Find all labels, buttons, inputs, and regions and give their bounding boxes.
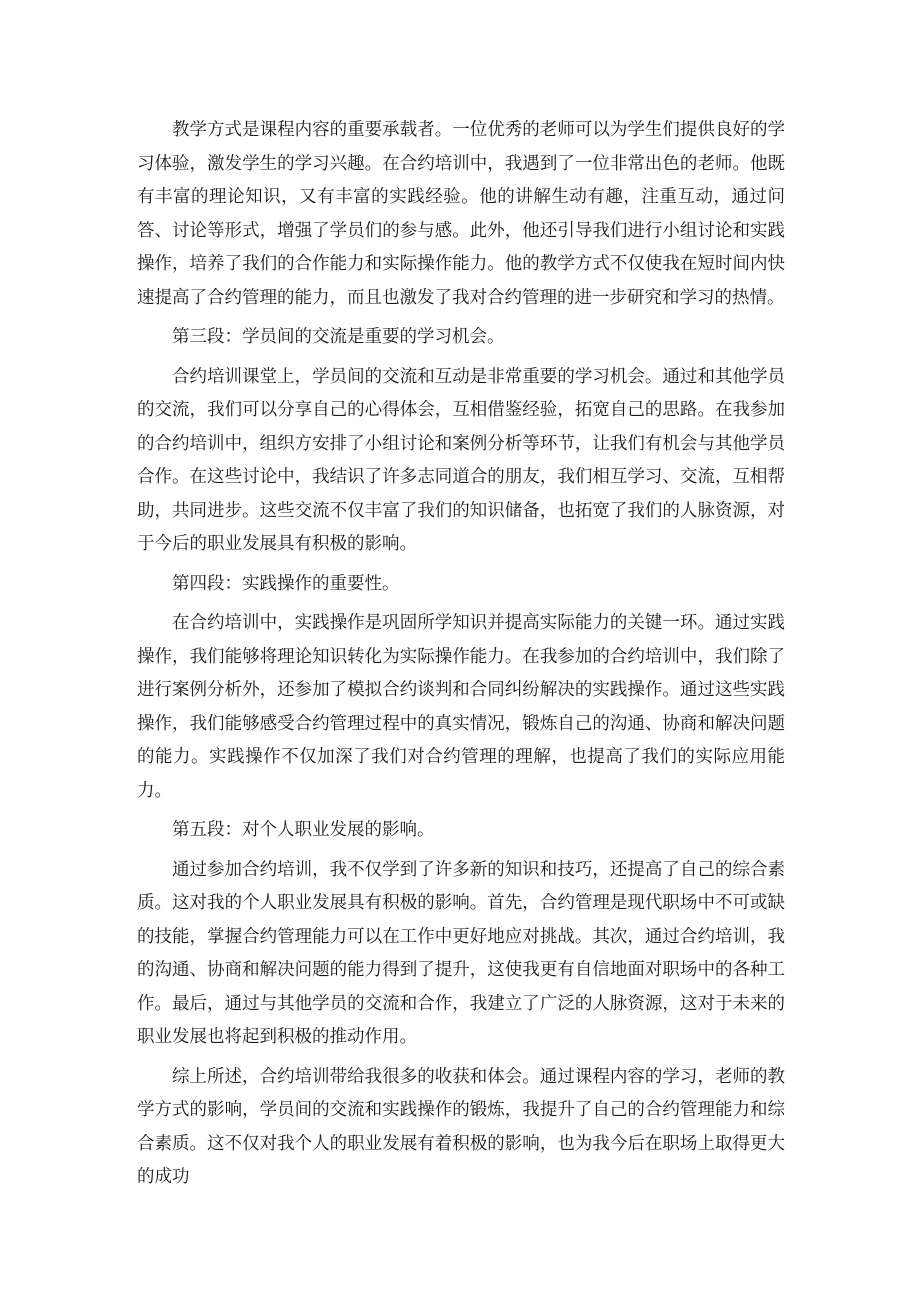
paragraph-peer-exchange: 合约培训课堂上，学员间的交流和互动是非常重要的学习机会。通过和其他学员的交流，我们可以分享自己的心得体会，互相借鉴经验，拓宽自己的思路。在我参加的合约培训中，组织方安排了小组讨论和案例分析等环节，让我们有机会与其他学员合作。在这些讨论中，我结识了许多志同道合的朋友，我们相互学习、交流，互相帮助，共同进步。这些交流不仅丰富了我们的知识储备，也拓宽了我们的人脉资源，对于今后的职业发展具有积极的影响。 (137, 366, 785, 554)
paragraph-conclusion: 综上所述，合约培训带给我很多的收获和体会。通过课程内容的学习，老师的教学方式的影响，学员间的交流和实践操作的锻炼，我提升了自己的合约管理能力和综合素质。这不仅对我个人的职业发展有着积极的影响，也为我今后在职场上取得更大的成功 (137, 1066, 785, 1187)
document-body (137, 114, 785, 1201)
paragraph-practice: 在合约培训中，实践操作是巩固所学知识并提高实际能力的关键一环。通过实践操作，我们能够将理论知识转化为实际操作能力。在我参加的合约培训中，我们除了进行案例分析外，还参加了模拟合约谈判和合同纠纷解决的实践操作。通过这些实践操作，我们能够感受合约管理过程中的真实情况，锻炼自己的沟通、协商和解决问题的能力。实践操作不仅加深了我们对合约管理的理解，也提高了我们的实际应用能力。 (137, 613, 785, 801)
section-heading-4: 第四段：实践操作的重要性。 (172, 573, 400, 594)
paragraph-career-impact: 通过参加合约培训，我不仅学到了许多新的知识和技巧，还提高了自己的综合素质。这对我的个人职业发展具有积极的影响。首先，合约管理是现代职场中不可或缺的技能，掌握合约管理能力可以在工作中更好地应对挑战。其次，通过合约培训，我的沟通、协商和解决问题的能力得到了提升，这使我更有自信地面对职场中的各种工作。最后，通过与其他学员的交流和合作，我建立了广泛的人脉资源，这对于未来的职业发展也将起到积极的推动作用。 (137, 859, 785, 1047)
paragraph-teaching-method: 教学方式是课程内容的重要承载者。一位优秀的老师可以为学生们提供良好的学习体验，激发学生的学习兴趣。在合约培训中，我遇到了一位非常出色的老师。他既有丰富的理论知识，又有丰富的实践经验。他的讲解生动有趣，注重互动，通过问答、讨论等形式，增强了学员们的参与感。此外，他还引导我们进行小组讨论和实践操作，培养了我们的合作能力和实际操作能力。他的教学方式不仅使我在短时间内快速提高了合约管理的能力，而且也激发了我对合约管理的进一步研究和学习的热情。 (137, 120, 785, 308)
section-heading-3: 第三段：学员间的交流是重要的学习机会。 (172, 327, 505, 347)
section-heading-5: 第五段：对个人职业发展的影响。 (172, 820, 435, 840)
